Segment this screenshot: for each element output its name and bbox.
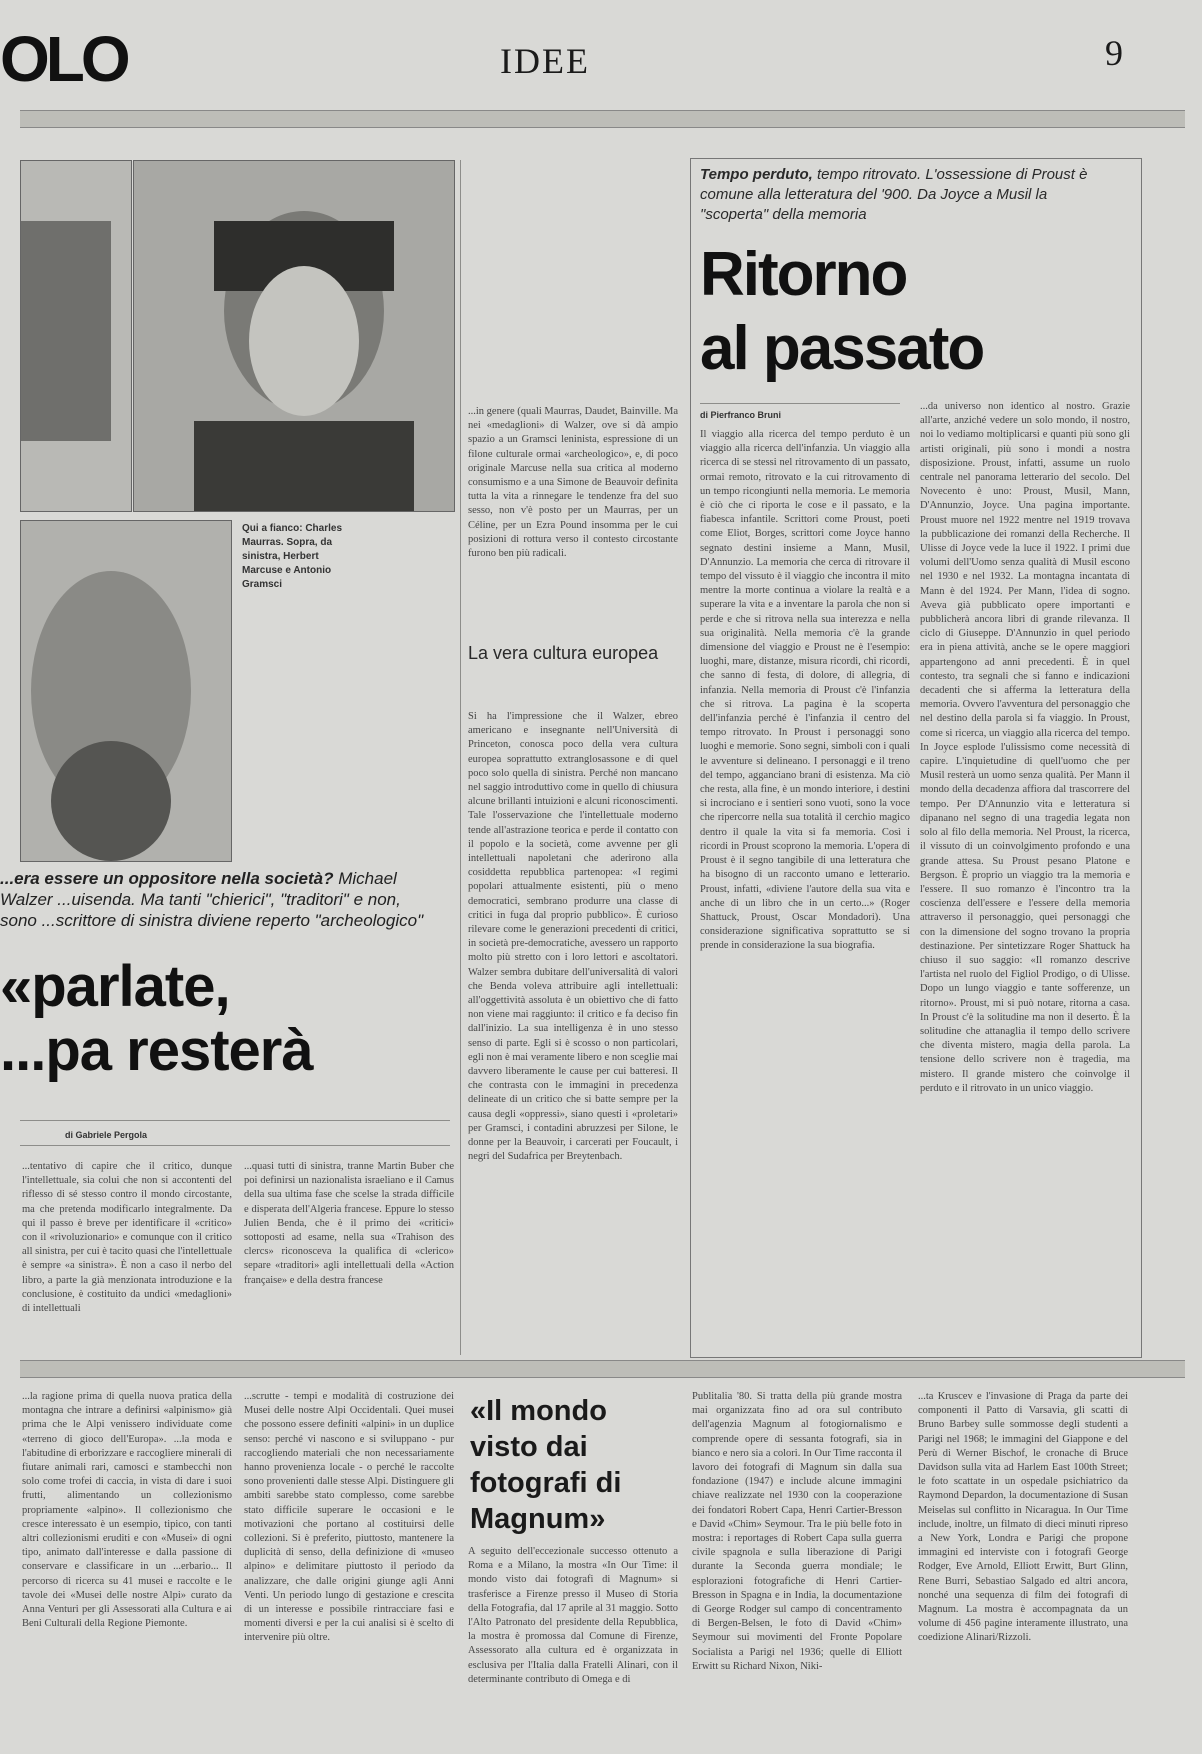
left-kicker-text: Michael Walzer ...uisenda. Ma tanti "chierici", "traditori" e non, sono ...scrittore di sinistra diviene reperto "archeologico" [0, 869, 424, 930]
left-article-kicker [0, 868, 430, 931]
magnum-column-1: ...la ragione prima di quella nuova pratica della montagna che intrare a definirsi «alpinismo» già prima che le Alpi venissero individuate come «terreno di gioco dell'Europa». ...la moda e l'abitudine di erborizzare e raccogliere minerali di fiutare animali rari, camosci e stambecchi non solo come trofei di caccia, in vista di dare i suoi frutti, alimentando un collezionismo propriamente «alpino». Il collezionismo che cresce interessato è un esempio, tipico, con tanti altri collezionismi eruditi e con «Musei» di ogni tipo, animato dall'interesse e dalla passione di conservare e classificare in un ...erbario... Il percorso di ricerca su 41 musei e raccolte e le tavole dei «Musei delle nostre Alpi» curato da Anna Venturi per gli Assessorati alla Cultura e ai Beni Culturali della Regione Piemonte. [22, 1391, 232, 1630]
right-article-byline: di Pierfranco Bruni [700, 410, 782, 420]
left-byline-rule-bottom [20, 1145, 450, 1146]
left-byline-rule [20, 1120, 450, 1121]
left-article-column-3b: Si ha l'impressione che il Walzer, ebreo americano e insegnante nell'Università di Princeton, conosca poco della vera cultura europea soprattutto extranglosassone e di quel poco solo quella di sinistra. Perché non mancano nel saggio introduttivo come in quello di chiusura alcune brillanti intuizioni e alcuni riconoscimenti. Tale l'osservazione che l'intellettuale moderno tende all'astrazione teorica e perde il contatto con il popolo e la società, come avvenne per gli intellettuali napoletani che aderirono alla cosiddetta repubblica partenopea: «I regimi popolari attualmente esistenti, più o meno democratici, sembrano produrre una classe di critici in fuga dal proprio pubblico». È curioso rilevare come le generazioni precedenti di critici, in società pre-democratiche, avessero un rapporto molto più stretto con i loro lettori e ascoltatori. Walzer sembra dubitare dell'universalità di valori che Benda voleva attribuire agli intellettuali: all'oggettività assoluta è un obiettivo che di fatto non viene mai raggiunto: il critico e fa deciso fin dall'inizio. La sua intelligenza è in uno stesso senso di parte. Egli si è scosso o non particolari, egli non è mai veramente libero e non sceglie mai davvero liberamente le cause per cui batteresi. Il che contrasta con le immagini in precedenza delineate di un critico che si batte sempre per la causa degli «oppressi», siano questi i «proletari» per Gramsci, i contadini abruzzesi per Silone, le donne per la Beauvoir, i carcerati per Foucault, i negri del Sudafrica per Breytenbach. [468, 711, 678, 1163]
section-title: IDEE [500, 41, 590, 81]
right-kicker-text: tempo ritrovato. L'ossessione di Proust è comune alla letteratura del '900. Da Joyce a Musil la "scoperta" della memoria [700, 166, 1088, 223]
middle-rule [20, 1360, 1185, 1378]
left-headline-line1: «parlate, [0, 954, 230, 1019]
newspaper-masthead-fragment: OLO [0, 23, 127, 95]
page-number: 9 [1105, 33, 1123, 73]
left-article-column-2: ...quasi tutti di sinistra, tranne Martin Buber che poi definirsi un nazionalista israeliano e il Camus della sua ultima fase che scelse la strada difficile e disperata dell'Algeria francese. Eppure lo stesso Julien Benda, che è il primo dei «critici» sottoposti ad esame, nella sua «Trahison des clercs» riconosceva la qualifica di «clerico» separe «traditori» agli intellettuali della «Action française» e della destra francese [244, 1161, 454, 1286]
left-article-subhead: La vera cultura europea [468, 643, 659, 663]
left-article-byline: di Gabriele Pergola [65, 1130, 148, 1140]
photo-gramsci-portrait [133, 160, 455, 512]
photo-caption: Qui a fianco: Charles Maurras. Sopra, da sinistra, Herbert Marcuse e Antonio Gramsci [242, 523, 343, 590]
right-article-column-1: Il viaggio alla ricerca del tempo perduto è un viaggio alla ricerca dell'infanzia. Un viaggio alla ricerca di se stessi nel ritrovamento di un passato, ormai remoto, ritrovato e la cui ritrovamento di un tempo ricongiunti nella memoria. Le memoria è ciò che ci riporta le cose e il passato, e la fiabesca infantile. Scrittori come Proust, poeti come Eliot, Borges, scrittori come Joyce hanno segnato destini insieme a Mann, Musil, D'Annunzio. La memoria che cerca di ritrovare il tempo del vissuto è il viaggio che incontra il mito mentre la morte continua a violare la realtà e a superare la vita e a inventare la parola che non si perde e che si ritrova nella sua interezza e nella sua originalità. Nella memoria c'è la grande dimensione del viaggio e Proust ne è l'esempio: luoghi, mare, distanze, misura ricordi, chi ricordi, che sanno di festa, di dolore, di allegria, di infanzia. Nella memoria di Proust c'è l'infanzia che si ritrova. La pagina è la scoperta dell'infanzia perché è l'infanzia il centro del tempo ritrovato. In Proust i personaggi sono luoghi e memorie. Sono segni, simboli con i quali le avventure si delineano. I personaggi e il treno del tempo, agganciano brani di esistenza. Ma ciò che resta, alla fine, è un mondo interiore, i destini si incrociano e i sentieri sono vuoti, sono la voce che ripercorre nella sua totalità il cerchio magico dentro il quale la vita si fa memoria. Così i ricordi in Proust scoprono la memoria. L'opera di Proust è il segno tangibile di una letteratura che ha bisogno di un racconto umano e letterario. Proust, infatti, «diviene l'autore della sua vita e anche di un libro che in un certo...» (Roger Shattuck, Proust, Oscar Mondadori). Una considerazione significativa soprattutto se si prende in considerazione la sua biografia. [700, 429, 910, 952]
right-kicker-lead: Tempo perduto, [700, 166, 813, 183]
right-article-column-2: ...da universo non identico al nostro. Grazie all'arte, anziché vedere un solo mondo, il nostro, noi lo vediamo moltiplicarsi e quanti più sono gli artisti originali, più sono i mondi a nostra disposizione. Proust, infatti, assume un ruolo centrale nel panorama letterario del secolo. Del Novecento è uno: Proust, Musil, Mann, D'Annunzio, Joyce. Una pagina importante. Proust muore nel 1922 mentre nel 1919 trovava la pubblicazione dei romanzi della Recherche. Il Ulisse di Joyce vede la luce il 1922. I primi due volumi dell'Uomo senza qualità di Musil escono nel 1930 e nel 1932. La montagna incantata di Mann è del 1924. Per Mann, l'idea di sogno. Aveva già pubblicato opere importanti e pubblicherà ancora libri di grande rilevanza. Il ciclo di Giuseppe. D'Annunzio in quel periodo era in piena attività, anche se le opere maggiori appartengono ad anni precedenti. È in quel contesto, tra segnali che si fanno e indicazioni decadenti che si afferma la letteratura della memoria. Ovvero l'avventura del personaggio che nel destino della parola si fa viaggio. In Proust, come si ricerca, un viaggio alla ricerca del tempo. In Joyce esplode l'ulissismo come necessità di capire. L'inquietudine di quell'uomo che per Musil resterà un uomo senza qualità. Per Mann il mondo della decadenza affiora dal trascorrere del tempo. Per D'Annunzio vita e letteratura si dipanano nel segno di una tragedia legata non solo al filo della memoria. Nel Proust, la ricerca, il vissuto di un coinvolgimento profondo e una grande attesa. Su Proust pesano Platone e Bergson. È proprio un viaggio tra la memoria e l'essere. Il suo romanzo è l'incontro tra la coscienza dell'essere e l'essere della memoria attraverso il personaggio, quei personaggi che con la dimensione del sogno trovano la propria destinazione. Per sintetizzare Roger Shattuck ha chiuso il suo saggio: «Il romanzo descrive l'artista nel ruolo del Figliol Prodigo, o di Ulisse. Dopo un lungo viaggio e tante sofferenze, un ritorno». Proust, mi si può notare, ritorna a casa. In Proust c'è la solitudine ma non il deserto. È la solitudine che attanaglia il tempo dello scrivere che diventa mistero, magia della parola. La tensione dello scrivere non è tragedia, ma mistero. Il grande mistero che coinvolge il perduto e il ritrovato in un unico viaggio. [920, 401, 1130, 1094]
magnum-column-4: Publitalia '80. Si tratta della più grande mostra mai organizzata fino ad ora sul contributo dell'agenzia Magnum al fotogiornalismo e comprende opere di sessanta fotografi, sia in bianco e nero sia a colori. In Our Time racconta il lavoro dei fotografi di Magnum sin dalla sua fondazione (1947) e include alcune immagini chiave realizzate nel 1930 con la cooperazione dei fondatori Robert Capa, Henri Cartier-Bresson e David «Chim» Seymour. Tra le più belle foto in mostra: i reportages di Robert Capa sulla guerra civile spagnola e sulla liberazione di Parigi durante la Seconda guerra mondiale; le esplorazioni fotografiche di Henri Cartier-Bresson in Spagna e in India, la documentazione di George Rodger sul campo di concentramento di Bergen-Belsen, le foto di David «Chim» Seymour sui movimenti del Fronte Popolare Socialista a Parigi nel 1936; quelle di Elliott Erwitt su Richard Nixon, Niki- [692, 1391, 902, 1672]
right-byline-rule [700, 403, 900, 404]
photo-left-strip [20, 160, 132, 512]
left-kicker-lead: ...era essere un oppositore nella società? [0, 869, 334, 888]
magnum-column-5: ...ta Kruscev e l'invasione di Praga da parte dei componenti il Patto di Varsavia, gli scatti di Bruno Barbey sulle sommosse degli studenti a Parigi nel 1968; le immagini del Giappone e del Perù di Werner Bischof, le cronache di Bruce Davidson sulla vita ad Harlem East 100th Street; le foto scattate in un ospedale psichiatrico da Raymond Depardon, la documentazione di Susan Meiselas sul conflitto in Nicaragua. In Our Time include, inoltre, un filmato di dieci minuti ripreso a New York, Londra e Parigi che propone immagini ed interviste con i fotografi George Rodger, Eve Arnold, Elliott Erwitt, Burt Glinn, Rene Burri, Sebastiao Salgado ed altri ancora, nonché una sequenza di film dei fotografi di Magnum. La mostra è accompagnata da un volume di 456 pagine interamente illustrato, una coedizione Alinari/Rizzoli. [918, 1391, 1128, 1644]
top-rule [20, 110, 1185, 128]
right-headline-line1: Ritorno [700, 240, 907, 309]
photo-maurras-portrait [20, 520, 232, 862]
right-article-headline [700, 238, 1000, 386]
left-article-column-3: ...in genere (quali Maurras, Daudet, Bainville. Ma nei «medaglioni» di Walzer, ove si dà ampio spazio a un Gramsci leninista, espressione di un filone culturale ormai «archeologico», e, di poco originale Marcuse nella sua critica al moderno consumismo e a una Simone de Beauvoir definita tutta la vita a rinnegare le tendenze fra del suo sesso, non v'è posto per un Maurras, per un Céline, per un Ezra Pound insomma per le cui posizioni di rottura verso il contesto circostante furono ben più radicali. [468, 406, 678, 560]
magnum-headline: «Il mondo visto dai fotografi di Magnum» [470, 1395, 622, 1535]
column-divider [460, 160, 461, 1355]
magnum-column-2: ...scrutte - tempi e modalità di costruzione dei Musei delle nostre Alpi Occidentali. Quei musei che possono essere definiti «alpini» in un duplice senso: perché vi nascono e si sviluppano - pur raccogliendo materiali che non necessariamente hanno provenienza locale - o perché le raccolte sono provenienti dalle stesse Alpi. Distinguere gli ambiti sarebbe stato complesso, come sarebbe stato difficile superare le occasioni e le motivazioni che portano al costituirsi delle collezioni. Si è preferito, piuttosto, mantenere la duplicità di senso, della definizione di «museo alpino» e delimitare piuttosto il periodo da analizzare, che dalle origini giunge agli Anni Venti. Un periodo lungo di gestazione e crescita di un interesse e possibile rintracciare fasi e momenti diversi e per la cui analisi si è scelto di intervenire più oltre. [244, 1391, 454, 1644]
magnum-column-3: A seguito dell'eccezionale successo ottenuto a Roma e a Milano, la mostra «In Our Time: il mondo visto dai fotografi di Magnum» si trasferisce a Firenze presso il Museo di Storia della Fotografia, dal 17 aprile al 31 maggio. Sotto l'Alto Patronato del presidente della Repubblica, la mostra è promossa dal Comune di Firenze, Assessorato alla cultura ed è organizzata in esclusiva per l'Italia dalla Fratelli Alinari, con il determinante contributo di Omega e di [468, 1546, 678, 1685]
right-headline-line2: al passato [700, 314, 984, 383]
left-article-column-1: ...tentativo di capire che il critico, dunque l'intellettuale, sia colui che non si accontenti del riflesso di sé stesso contro il mondo circostante, ma che pretenda modificarlo integralmente. Da qui il passo è breve per identificare il «critico» con il «rivoluzionario» e comunque con il critico all sinistra, per cui è tacito quasi che l'intellettuale è sempre «a sinistra». È non a caso il nerbo del libro, a parte la già menzionata introduzione e la conclusione, è costituito da undici «medaglioni» di intellettuali [22, 1161, 232, 1315]
right-article-kicker [700, 165, 1100, 225]
left-article-headline [0, 955, 430, 1083]
left-headline-line2: ...pa resterà [0, 1018, 313, 1083]
